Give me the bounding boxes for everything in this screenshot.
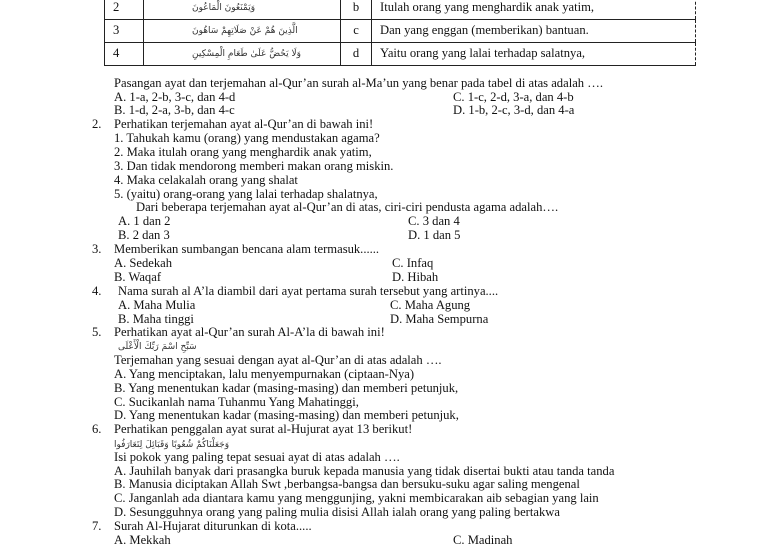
q7-option-a[interactable]: A. Mekkah xyxy=(114,533,171,547)
question-2-number: 2. xyxy=(92,117,102,131)
question-1-text: Pasangan ayat dan terjemahan al-Qur’an surah al-Ma’un yang benar pada tabel di atas adalah …. xyxy=(114,76,603,90)
table-row xyxy=(105,43,696,66)
q6-option-d[interactable]: D. Sesungguhnya orang yang paling mulia disisi Allah ialah orang yang paling bertakwa xyxy=(114,505,560,519)
table-row xyxy=(105,0,696,20)
question-3-number: 3. xyxy=(92,242,102,256)
q4-option-a[interactable]: A. Maha Mulia xyxy=(118,298,196,312)
q1-option-c[interactable]: C. 1-c, 2-d, 3-a, dan 4-b xyxy=(453,90,574,104)
arabic-verse: وَجَعَلْنَاكُمْ شُعُوبًا وَقَبَائِلَ لِتَعَارَفُوا xyxy=(114,440,230,450)
arabic-verse: الَّذِينَ هُمْ عَنْ صَلَاتِهِمْ سَاهُونَ xyxy=(192,26,298,37)
q3-option-b[interactable]: B. Waqaf xyxy=(114,270,162,284)
row-number: 2 xyxy=(105,0,144,20)
q3-option-d[interactable]: D. Hibah xyxy=(392,270,439,284)
row-letter: d xyxy=(341,43,372,66)
q1-option-b[interactable]: B. 1-d, 2-a, 3-b, dan 4-c xyxy=(114,103,235,117)
q2-option-b[interactable]: B. 2 dan 3 xyxy=(118,228,170,242)
q1-option-d[interactable]: D. 1-b, 2-c, 3-d, dan 4-a xyxy=(453,103,575,117)
question-6-text: Perhatikan penggalan ayat surat al-Hujurat ayat 13 berikut! xyxy=(114,422,413,436)
q4-option-c[interactable]: C. Maha Agung xyxy=(390,298,471,312)
row-number: 3 xyxy=(105,20,144,43)
q3-option-a[interactable]: A. Sedekah xyxy=(114,256,173,270)
question-6-stem: Isi pokok yang paling tepat sesuai ayat di atas adalah …. xyxy=(114,450,400,464)
question-4-text: Nama surah al A’la diambil dari ayat pertama surah tersebut yang artinya.... xyxy=(118,284,499,298)
question-3-text: Memberikan sumbangan bencana alam termasuk...... xyxy=(114,242,380,256)
q6-option-c[interactable]: C. Janganlah ada diantara kamu yang menggunjing, yakni membicarakan aib sebagian yang lain xyxy=(114,491,599,505)
q2-item: 5. (yaitu) orang-orang yang lalai terhadap shalatnya, xyxy=(114,187,378,201)
q7-option-c[interactable]: C. Madinah xyxy=(453,533,513,547)
q2-item: 3. Dan tidak mendorong memberi makan orang miskin. xyxy=(114,159,394,173)
q2-option-a[interactable]: A. 1 dan 2 xyxy=(118,214,171,228)
question-5-stem: Terjemahan yang sesuai dengan ayat al-Qur’an di atas adalah …. xyxy=(114,353,442,367)
row-number: 4 xyxy=(105,43,144,66)
q2-item: 1. Tahukah kamu (orang) yang mendustakan agama? xyxy=(114,131,380,145)
translation-text: Yaitu orang yang lalai terhadap salatnya, xyxy=(372,43,696,66)
translation-text: Itulah orang yang menghardik anak yatim, xyxy=(372,0,696,20)
question-5-text: Perhatikan ayat al-Qur’an surah Al-A’la di bawah ini! xyxy=(114,325,385,339)
arabic-verse: سَبِّحِ اسْمَ رَبِّكَ الْأَعْلَى xyxy=(118,342,197,352)
question-5-number: 5. xyxy=(92,325,102,339)
question-6-number: 6. xyxy=(92,422,102,436)
q6-option-b[interactable]: B. Manusia diciptakan Allah Swt ,berbangsa-bangsa dan bersuku-suku agar saling mengenal xyxy=(114,477,580,491)
q6-option-a[interactable]: A. Jauhilah banyak dari prasangka buruk kepada manusia yang tidak disertai bukti atau tanda tanda xyxy=(114,464,615,478)
q2-option-d[interactable]: D. 1 dan 5 xyxy=(408,228,461,242)
q3-option-c[interactable]: C. Infaq xyxy=(392,256,434,270)
q2-item: 2. Maka itulah orang yang menghardik anak yatim, xyxy=(114,145,372,159)
question-4-number: 4. xyxy=(92,284,102,298)
question-2-text: Perhatikan terjemahan ayat al-Qur’an di bawah ini! xyxy=(114,117,374,131)
arabic-verse: وَلَا يَحُضُّ عَلَىٰ طَعَامِ الْمِسْكِينِ xyxy=(192,49,301,60)
q2-option-c[interactable]: C. 3 dan 4 xyxy=(408,214,460,228)
q4-option-b[interactable]: B. Maha tinggi xyxy=(118,312,194,326)
arabic-verse: وَيَمْنَعُونَ الْمَاعُونَ xyxy=(192,3,256,14)
question-2-stem: Dari beberapa terjemahan ayat al-Qur’an di atas, ciri-ciri pendusta agama adalah…. xyxy=(136,200,559,214)
q2-item: 4. Maka celakalah orang yang shalat xyxy=(114,173,298,187)
q5-option-b[interactable]: B. Yang menentukan kadar (masing-masing) dan memberi petunjuk, xyxy=(114,381,459,395)
q5-option-d[interactable]: D. Yang menentukan kadar (masing-masing) dan memberi petunjuk, xyxy=(114,408,459,422)
table-row xyxy=(105,20,696,43)
q4-option-d[interactable]: D. Maha Sempurna xyxy=(390,312,489,326)
row-letter: b xyxy=(341,0,372,20)
question-7-text: Surah Al-Hujarat diturunkan di kota..... xyxy=(114,519,312,533)
question-7-number: 7. xyxy=(92,519,102,533)
translation-text: Dan yang enggan (memberikan) bantuan. xyxy=(372,20,696,43)
q5-option-a[interactable]: A. Yang menciptakan, lalu menyempurnakan (ciptaan-Nya) xyxy=(114,367,415,381)
row-letter: c xyxy=(341,20,372,43)
ayat-translation-table xyxy=(104,0,696,66)
q1-option-a[interactable]: A. 1-a, 2-b, 3-c, dan 4-d xyxy=(114,90,236,104)
q5-option-c[interactable]: C. Sucikanlah nama Tuhanmu Yang Mahatinggi, xyxy=(114,395,359,409)
